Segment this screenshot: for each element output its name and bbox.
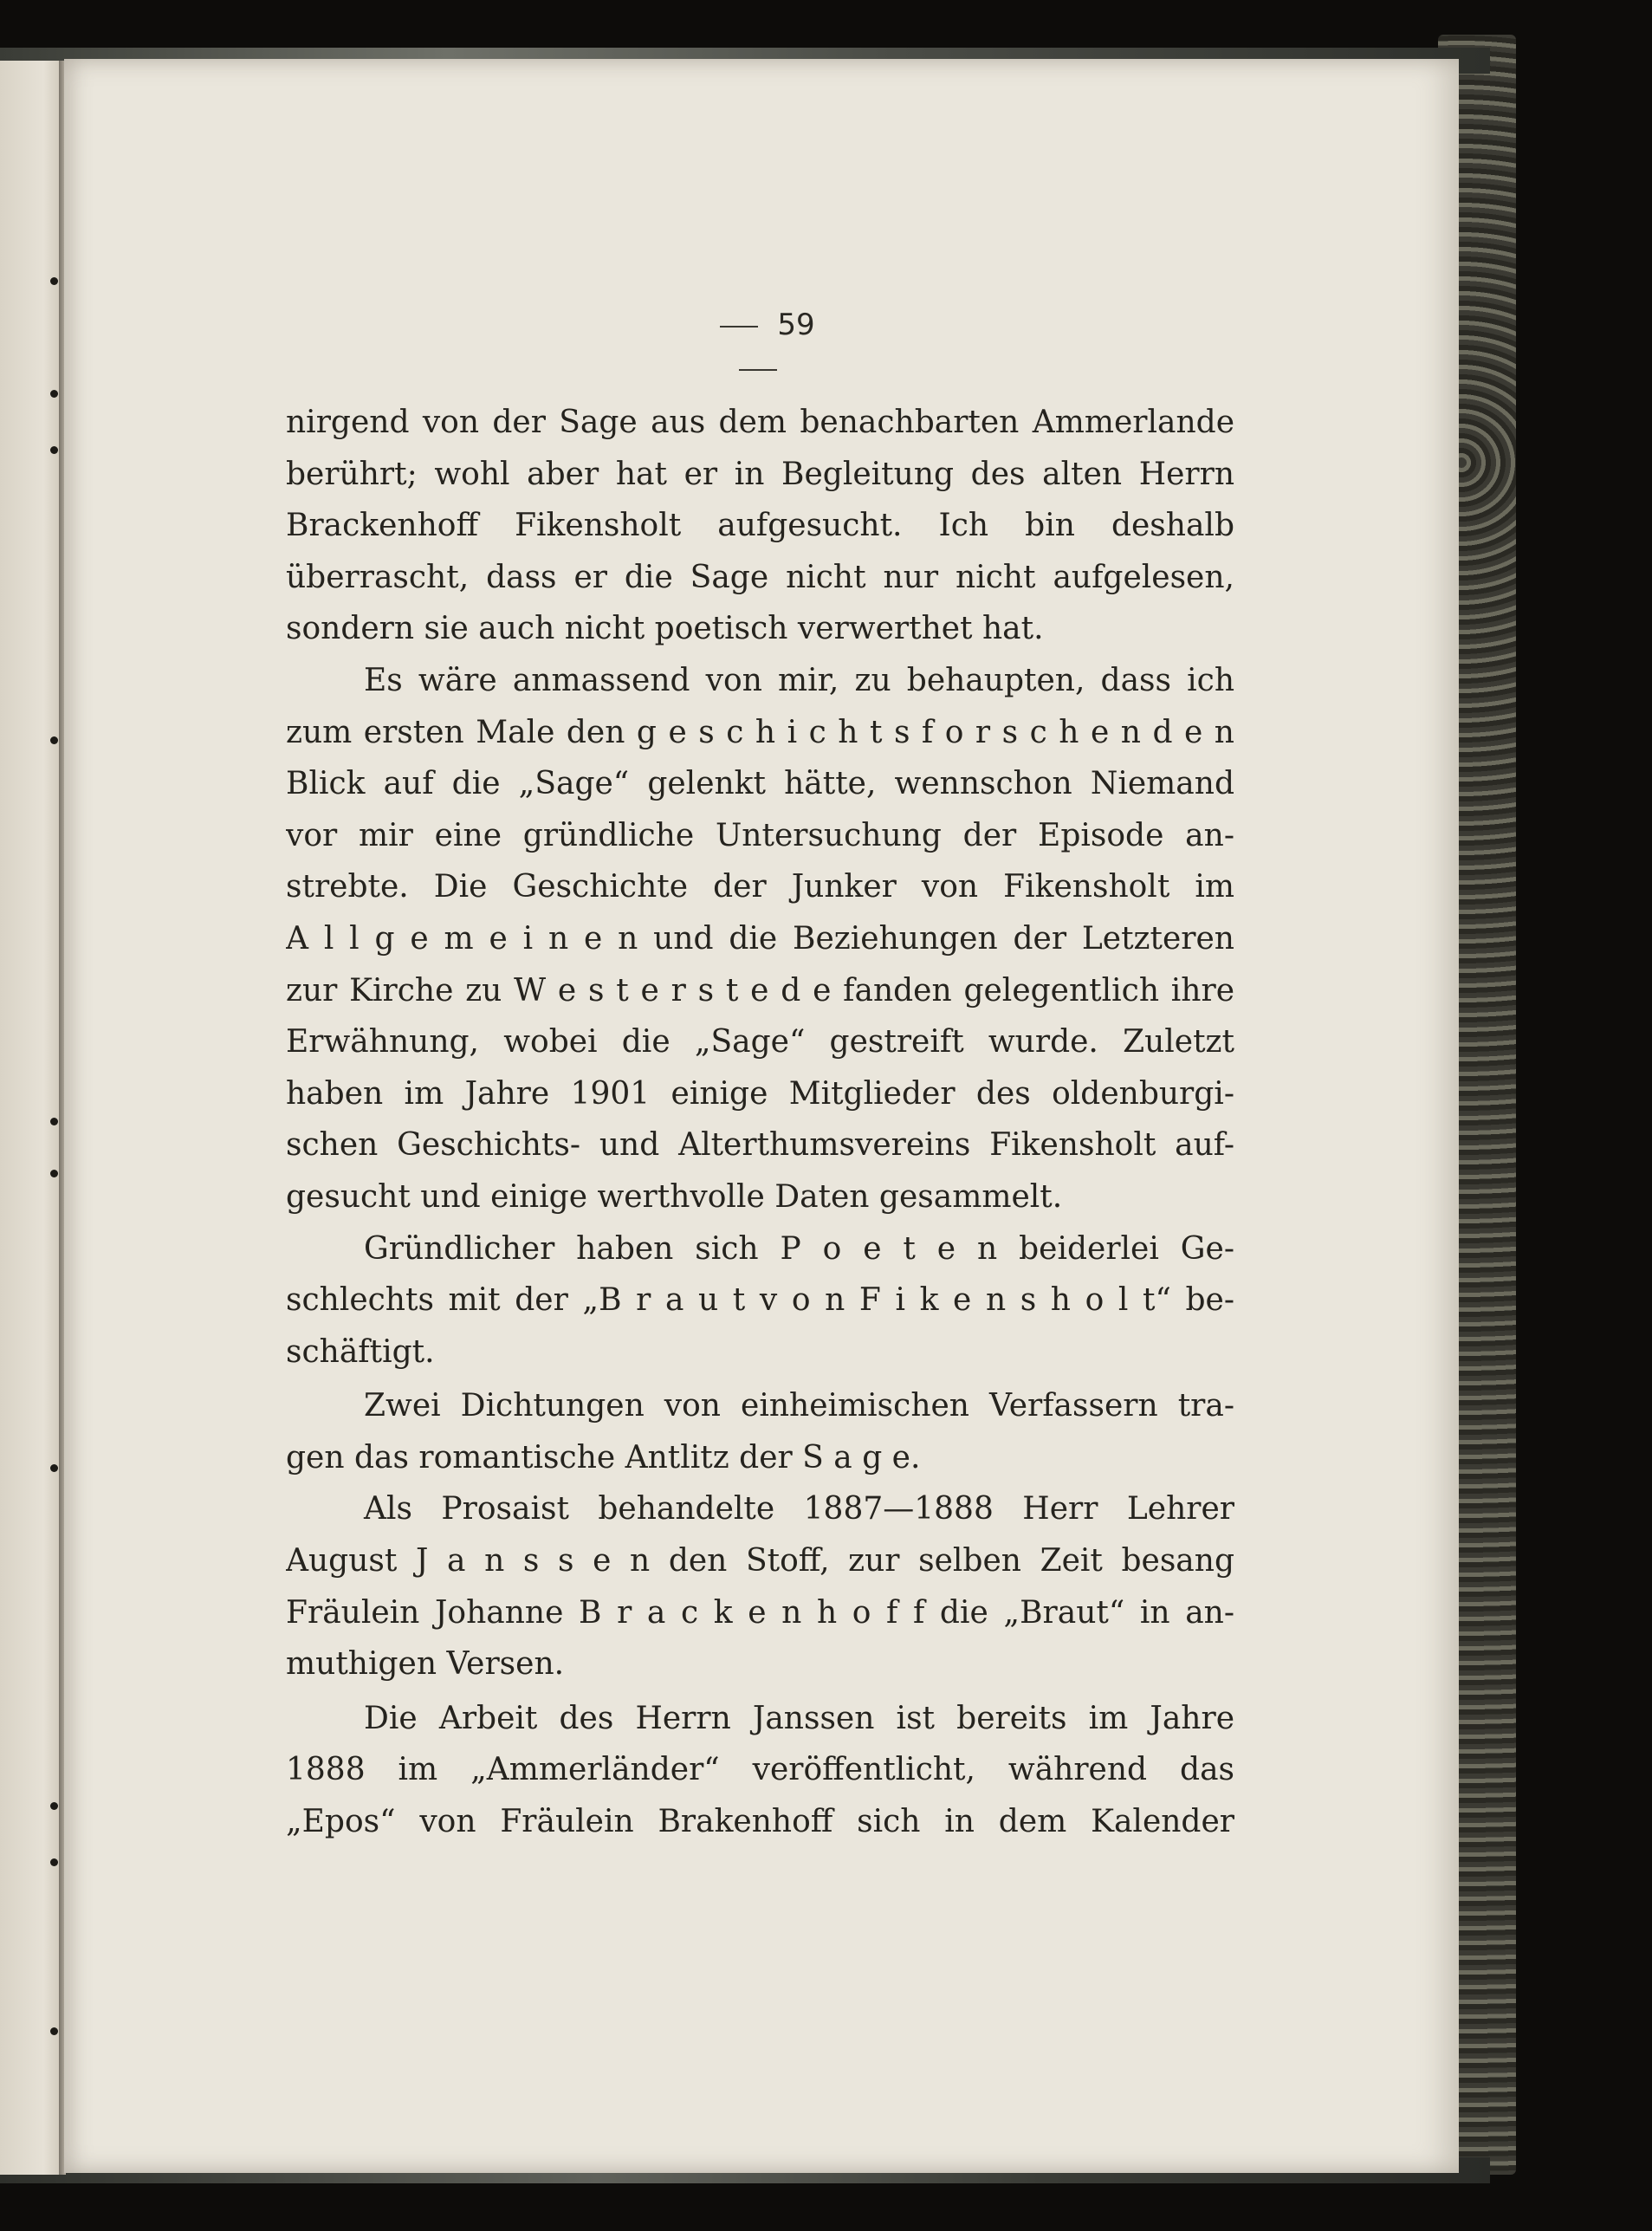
text-line: Brackenhoff Fikensholt aufgesucht. Ich bin deshalb	[286, 508, 1234, 544]
text-line: schlechts mit der „B r a u t v o n F i k e n s h o l t“ be-	[286, 1282, 1234, 1319]
text-line: berührt; wohl aber hat er in Begleitung des alten Herrn	[286, 456, 1234, 492]
text-line: haben im Jahre 1901 einige Mitglieder des oldenburgi-	[286, 1075, 1234, 1112]
text-line: muthigen Versen.	[286, 1646, 565, 1683]
text-line: August J a n s s e n den Stoff, zur selben Zeit besang	[286, 1543, 1234, 1579]
stitch-hole	[50, 1170, 58, 1177]
stitch-hole	[50, 277, 58, 285]
body-text	[286, 397, 1234, 1848]
text-line: zur Kirche zu W e s t e r s t e d e fanden gelegentlich ihre	[286, 972, 1234, 1008]
text-line: schen Geschichts- und Alterthumsvereins Fikensholt auf-	[286, 1127, 1234, 1164]
text-line: Zwei Dichtungen von einheimischen Verfassern tra-	[364, 1388, 1234, 1424]
stitch-hole	[50, 2027, 58, 2035]
text-line: Es wäre anmassend von mir, zu behaupten, dass ich	[364, 662, 1234, 698]
text-line: A l l g e m e i n e n und die Beziehungen der Letzteren	[286, 920, 1234, 957]
text-line: gesucht und einige werthvolle Daten gesammelt.	[286, 1178, 1063, 1215]
text-line: schäftigt.	[286, 1333, 435, 1370]
text-line: Blick auf die „Sage“ gelenkt hätte, wennschon Niemand	[286, 766, 1234, 802]
dash-left	[720, 326, 758, 328]
text-line: „Epos“ von Fräulein Brakenhoff sich in dem Kalender	[286, 1804, 1234, 1840]
stitch-hole	[50, 390, 58, 398]
text-line: gen das romantische Antlitz der S a g e.	[286, 1439, 921, 1475]
text-line: zum ersten Male den g e s c h i c h t s f o r s c h e n d e n	[286, 714, 1234, 750]
text-line: 1888 im „Ammerländer“ veröffentlicht, während das	[286, 1752, 1234, 1788]
text-line: Gründlicher haben sich P o e t e n beiderlei Ge-	[364, 1230, 1234, 1267]
text-line: vor mir eine gründliche Untersuchung der Episode an-	[286, 817, 1234, 853]
text-line: Als Prosaist behandelte 1887—1888 Herr Lehrer	[364, 1491, 1234, 1527]
text-line: nirgend von der Sage aus dem benachbarten Ammerlande	[286, 405, 1234, 440]
stitch-hole	[50, 1118, 58, 1125]
dash-right	[739, 369, 777, 371]
stitch-hole	[50, 1858, 58, 1866]
stitch-hole	[50, 1802, 58, 1810]
text-line: überrascht, dass er die Sage nicht nur nicht aufgelesen,	[286, 559, 1234, 595]
text-line: strebte. Die Geschichte der Junker von Fikensholt im	[286, 869, 1234, 905]
text-line: Die Arbeit des Herrn Janssen ist bereits im Jahre	[364, 1700, 1234, 1736]
stitch-hole	[50, 1464, 58, 1472]
text-line: sondern sie auch nicht poetisch verwerthet hat.	[286, 611, 1044, 647]
text-line: Fräulein Johanne B r a c k e n h o f f die „Braut“ in an-	[286, 1594, 1234, 1631]
stitch-hole	[50, 446, 58, 454]
page-number-value: 59	[777, 308, 815, 342]
stitch-hole	[50, 736, 58, 744]
text-line: Erwähnung, wobei die „Sage“ gestreift wurde. Zuletzt	[286, 1024, 1234, 1060]
page-number	[667, 303, 849, 347]
